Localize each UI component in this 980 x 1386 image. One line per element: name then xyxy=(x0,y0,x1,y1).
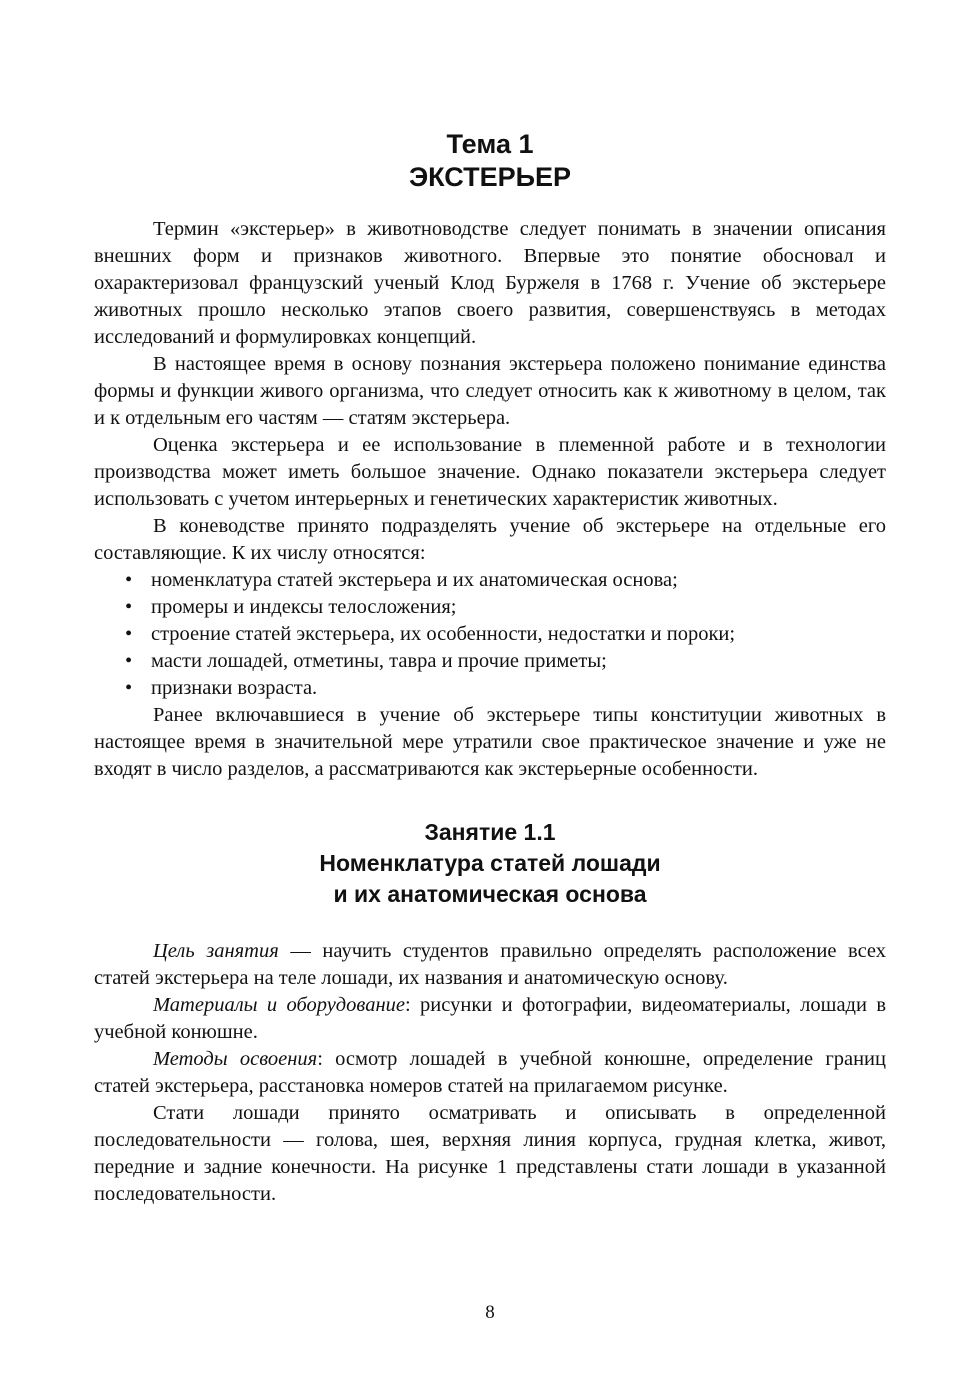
intro-paragraph-1: Термин «экстерьер» в животноводстве следует понимать в значении описания внешних форм и признаков животного. Впервые это понятие обосновал и охарактеризовал французский ученый Клод Буржеля в 1768 г. Учение об экстерьере животных прошло несколько этапов своего развития, совершенствуясь в методах исследований и формулировках концепций. xyxy=(94,218,886,348)
list-item xyxy=(94,675,886,702)
page-content xyxy=(94,128,886,1208)
bullet-icon: • xyxy=(125,569,133,591)
methods-label: Методы освоения xyxy=(153,1048,318,1070)
theme-title: Тема 1 xyxy=(446,129,534,159)
lesson-number: Занятие 1.1 xyxy=(424,819,556,845)
bullet-icon: • xyxy=(125,677,133,699)
bullet-icon: • xyxy=(125,596,133,618)
after-bullets-paragraph: Ранее включавшиеся в учение об экстерьере типы конституции животных в настоящее время в значительной мере утратили свое практическое значение и уже не входят в число разделов, а рассматриваются как экстерьерные особенности. xyxy=(94,704,886,780)
theme-subtitle: ЭКСТЕРЬЕР xyxy=(408,162,572,192)
lesson-goal xyxy=(94,938,886,992)
materials-text: : рисунки и фотографии, видеоматериалы, лошади в учебной конюшне. xyxy=(94,994,886,1043)
list-item-text: промеры и индексы телосложения; xyxy=(151,596,457,618)
lesson-title-line-1: Номенклатура статей лошади xyxy=(319,850,661,876)
lesson-heading xyxy=(94,817,886,910)
lesson-methods xyxy=(94,1046,886,1100)
goal-label: Цель занятия xyxy=(153,940,279,962)
lesson-materials xyxy=(94,992,886,1046)
bullet-icon: • xyxy=(125,623,133,645)
intro-paragraph-2: В настоящее время в основу познания экстерьера положено понимание единства формы и функции живого организма, что следует относить как к животному в целом, так и к отдельным его частям — статям экстерьера. xyxy=(94,353,886,429)
list-item-text: признаки возраста. xyxy=(151,677,318,699)
lesson-title-line-2: и их анатомическая основа xyxy=(333,881,647,907)
list-item xyxy=(94,567,886,594)
closing-paragraph: Стати лошади принято осматривать и описывать в определенной последовательности — голова, шея, верхняя линия корпуса, грудная клетка, живот, передние и задние конечности. На рисунке 1 представлены стати лошади в указанной последовательности. xyxy=(94,1102,886,1205)
intro-paragraph-4: В коневодстве принято подразделять учение об экстерьере на отдельные его составляющие. К их числу относятся: xyxy=(94,515,886,564)
intro-paragraph-3: Оценка экстерьера и ее использование в племенной работе и в технологии производства может иметь большое значение. Однако показатели экстерьера следует использовать с учетом интерьерных и генетических характеристик животных. xyxy=(94,434,886,510)
list-item xyxy=(94,594,886,621)
list-item xyxy=(94,648,886,675)
list-item-text: строение статей экстерьера, их особенности, недостатки и пороки; xyxy=(151,623,736,645)
list-item xyxy=(94,621,886,648)
list-item-text: масти лошадей, отметины, тавра и прочие приметы; xyxy=(151,650,607,672)
bullet-icon: • xyxy=(125,650,133,672)
list-item-text: номенклатура статей экстерьера и их анатомическая основа; xyxy=(151,569,678,591)
goal-text: — научить студентов правильно определять расположение всех статей экстерьера на теле лошади, их названия и анатомическую основу. xyxy=(94,940,886,989)
page-number: 8 xyxy=(485,1302,495,1323)
materials-label: Материалы и оборудование xyxy=(153,994,405,1016)
methods-text: : осмотр лошадей в учебной конюшне, определение границ статей экстерьера, расстановка номеров статей на прилагаемом рисунке. xyxy=(94,1048,887,1097)
bullet-list xyxy=(94,567,886,702)
